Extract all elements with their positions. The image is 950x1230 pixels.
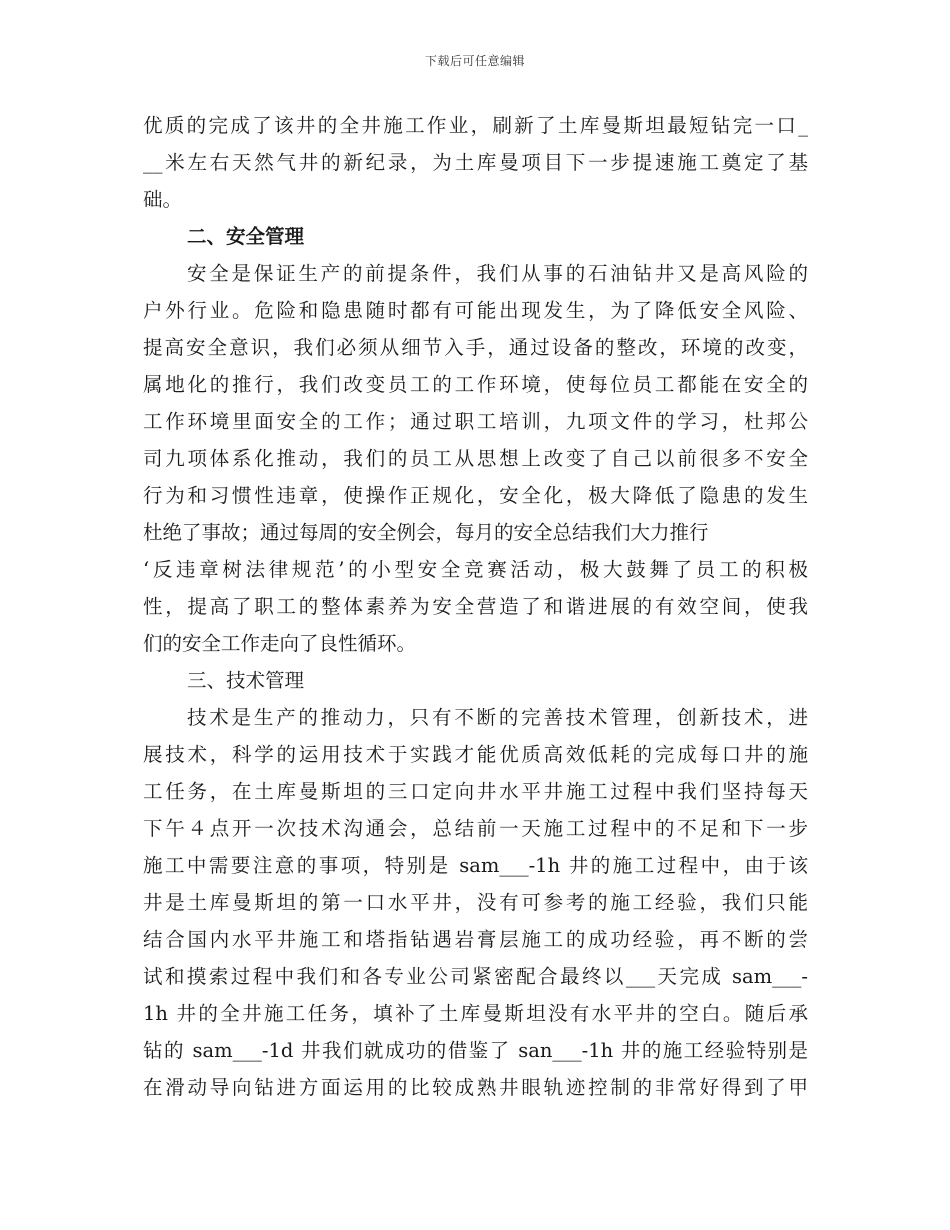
paragraph-line: __米左右天然气井的新纪录，为土库曼项目下一步提速施工奠定了基 <box>143 151 808 174</box>
paragraph-line: 安全是保证生产的前提条件，我们从事的石油钻井又是高风险的 <box>187 262 808 285</box>
paragraph-line: 工作环境里面安全的工作；通过职工培训，九项文件的学习，杜邦公 <box>143 410 808 433</box>
paragraph-line: 们的安全工作走向了良性循环。 <box>143 632 417 655</box>
paragraph-line: 施工中需要注意的事项，特别是 sam___-1h 井的施工过程中，由于该 <box>143 854 808 877</box>
paragraph-line: 工任务，在土库曼斯坦的三口定向井水平井施工过程中我们坚持每天 <box>143 780 808 803</box>
section-heading-safety: 二、安全管理 <box>187 225 305 248</box>
paragraph-line: 结合国内水平井施工和塔指钻遇岩膏层施工的成功经验，再不断的尝 <box>143 928 808 951</box>
paragraph-line: 下午４点开一次技术沟通会，总结前一天施工过程中的不足和下一步 <box>143 817 808 840</box>
document-body <box>143 107 808 1106</box>
section-heading-technology: 三、技术管理 <box>187 669 305 692</box>
paragraph-line: 础。 <box>143 188 183 211</box>
paragraph-line: 在滑动导向钻进方面运用的比较成熟井眼轨迹控制的非常好得到了甲 <box>143 1076 808 1099</box>
paragraph-line: 司九项体系化推动，我们的员工从思想上改变了自己以前很多不安全 <box>143 447 808 470</box>
paragraph-line: 属地化的推行，我们改变员工的工作环境，使每位员工都能在安全的 <box>143 373 808 396</box>
paragraph-line: 1h 井的全井施工任务，填补了土库曼斯坦没有水平井的空白。随后承 <box>143 1002 808 1025</box>
paragraph-line: 性，提高了职工的整体素养为安全营造了和谐进展的有效空间，使我 <box>143 595 808 618</box>
paragraph-line: 优质的完成了该井的全井施工作业，刷新了土库曼斯坦最短钻完一口_ <box>143 114 808 137</box>
page-header: 下载后可任意编辑 <box>424 54 525 68</box>
paragraph-line: 户外行业。危险和隐患随时都有可能出现发生，为了降低安全风险、 <box>143 299 808 322</box>
paragraph-line: 井是土库曼斯坦的第一口水平井，没有可参考的施工经验，我们只能 <box>143 891 808 914</box>
paragraph-line: 展技术，科学的运用技术于实践才能优质高效低耗的完成每口井的施 <box>143 743 808 766</box>
paragraph-line: ‘反违章树法律规范’的小型安全竞赛活动，极大鼓舞了员工的积极 <box>143 558 808 581</box>
paragraph-line: 提高安全意识，我们必须从细节入手，通过设备的整改，环境的改变， <box>143 336 808 359</box>
paragraph-line: 行为和习惯性违章，使操作正规化，安全化，极大降低了隐患的发生 <box>143 484 808 507</box>
paragraph-line: 试和摸索过程中我们和各专业公司紧密配合最终以___天完成 sam___- <box>143 965 808 988</box>
paragraph-line: 杜绝了事故；通过每周的安全例会，每月的安全总结我们大力推行 <box>143 521 709 544</box>
paragraph-line: 钻的 sam___-1d 井我们就成功的借鉴了 san___-1h 井的施工经验特别是 <box>143 1039 808 1062</box>
paragraph-line: 技术是生产的推动力，只有不断的完善技术管理，创新技术，进 <box>187 706 808 729</box>
